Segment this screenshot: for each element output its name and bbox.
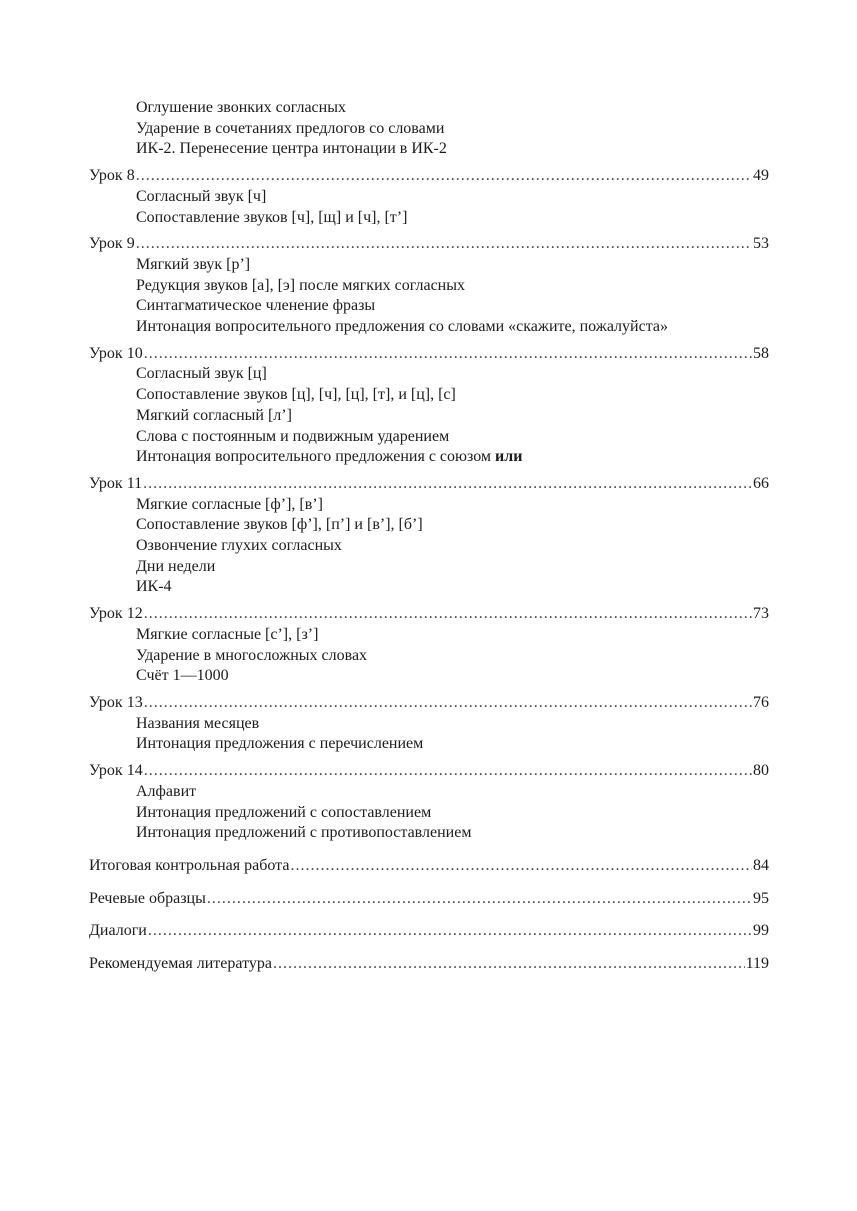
dot-leader — [273, 954, 745, 975]
toc-subitem: Мягкий согласный [л’] — [136, 406, 292, 424]
toc-entry[interactable] — [89, 693, 769, 714]
page-number: 119 — [745, 955, 769, 973]
page-number: 76 — [753, 693, 769, 711]
dot-leader — [143, 474, 752, 495]
toc-subitem: Интонация предложений с сопоставлением — [136, 803, 432, 821]
dot-leader — [144, 693, 752, 714]
lesson-title: Урок 11 — [89, 474, 143, 492]
dot-leader — [207, 889, 752, 910]
toc-chapter-recommended-literature[interactable] — [89, 954, 769, 975]
chapter-title: Диалоги — [89, 922, 147, 940]
toc-subitem: Редукция звуков [а], [э] после мягких согласных — [136, 276, 465, 294]
toc-subitem: Интонация предложения с перечислением — [136, 735, 424, 753]
toc-subitem: Согласный звук [ц] — [136, 365, 267, 383]
toc-subitem: ИК-2. Перенесение центра интонации в ИК-2 — [136, 140, 447, 158]
toc-chapter-final-test[interactable] — [89, 856, 769, 877]
toc-subitem — [89, 447, 769, 468]
toc-entry[interactable] — [89, 604, 769, 625]
toc-subitem: Ударение в многосложных словах — [136, 646, 368, 664]
table-of-contents — [89, 98, 769, 987]
page-number: 49 — [753, 167, 769, 185]
dot-leader — [136, 234, 752, 255]
toc-subitem: Согласный звук [ч] — [136, 187, 267, 205]
dot-leader — [136, 166, 752, 187]
toc-chapter-dialogues[interactable] — [89, 921, 769, 942]
toc-subitem: Сопоставление звуков [ф’], [п’] и [в’], [б’] — [136, 516, 423, 534]
toc-subitem: Озвончение глухих согласных — [136, 537, 342, 555]
chapter-title: Речевые образцы — [89, 889, 206, 907]
chapter-title: Рекомендуемая литература — [89, 955, 272, 973]
page-number: 73 — [753, 605, 769, 623]
page-number: 95 — [753, 889, 769, 907]
page-number: 58 — [753, 344, 769, 362]
toc-subitem: Оглушение звонких согласных — [136, 99, 346, 116]
toc-subitem: Мягкие согласные [ф’], [в’] — [136, 495, 323, 513]
toc-lesson — [89, 474, 769, 598]
toc-subitem: Мягкий звук [р’] — [136, 255, 251, 273]
toc-subitem: ИК-4 — [136, 578, 172, 596]
toc-lesson — [89, 344, 769, 468]
lesson-title: Урок 14 — [89, 762, 143, 780]
toc-subitem: Сопоставление звуков [ц], [ч], [ц], [т], и [ц], [с] — [136, 386, 456, 404]
dot-leader — [144, 761, 752, 782]
toc-subitem: Интонация вопросительного предложения со словами «скажите, пожалуйста» — [136, 318, 668, 336]
toc-subitem: Ударение в сочетаниях предлогов со словами — [136, 119, 445, 137]
toc-subitem: Счёт 1—1000 — [136, 667, 229, 685]
lesson-title: Урок 12 — [89, 605, 143, 623]
toc-entry[interactable] — [89, 474, 769, 495]
page-number: 80 — [753, 762, 769, 780]
toc-subitem: Мягкие согласные [с’], [з’] — [136, 625, 319, 643]
page-number: 66 — [753, 474, 769, 492]
toc-lesson — [89, 166, 769, 228]
lesson-title: Урок 13 — [89, 693, 143, 711]
toc-subitem: Сопоставление звуков [ч], [щ] и [ч], [т’] — [136, 208, 408, 226]
toc-subitem: Алфавит — [136, 782, 197, 800]
page-number: 84 — [753, 856, 769, 874]
toc-lesson — [89, 604, 769, 687]
toc-lesson — [89, 234, 769, 338]
toc-subitem: Названия месяцев — [136, 714, 260, 732]
lesson-title: Урок 10 — [89, 344, 143, 362]
page-number: 53 — [753, 235, 769, 253]
continued-section — [89, 98, 769, 160]
page-number: 99 — [753, 922, 769, 940]
toc-lesson — [89, 761, 769, 844]
dot-leader — [148, 921, 752, 942]
dot-leader — [144, 604, 752, 625]
toc-chapter-speech-patterns[interactable] — [89, 889, 769, 910]
dot-leader — [144, 344, 752, 365]
toc-entry[interactable] — [89, 344, 769, 365]
toc-subitem: Дни недели — [136, 557, 216, 575]
toc-subitem: Интонация предложений с противопоставлением — [136, 824, 472, 842]
lesson-title: Урок 8 — [89, 167, 135, 185]
subitem-text: Интонация вопросительного предложения с союзом — [136, 448, 496, 466]
dot-leader — [290, 856, 752, 877]
chapter-title: Итоговая контрольная работа — [89, 856, 290, 874]
toc-lesson — [89, 693, 769, 755]
toc-entry[interactable] — [89, 234, 769, 255]
bold-conjunction: или — [495, 448, 523, 466]
toc-entry[interactable] — [89, 166, 769, 187]
lesson-title: Урок 9 — [89, 235, 135, 253]
toc-entry[interactable] — [89, 761, 769, 782]
toc-subitem: Синтагматическое членение фразы — [136, 297, 376, 315]
toc-subitem: Слова с постоянным и подвижным ударением — [136, 427, 450, 445]
